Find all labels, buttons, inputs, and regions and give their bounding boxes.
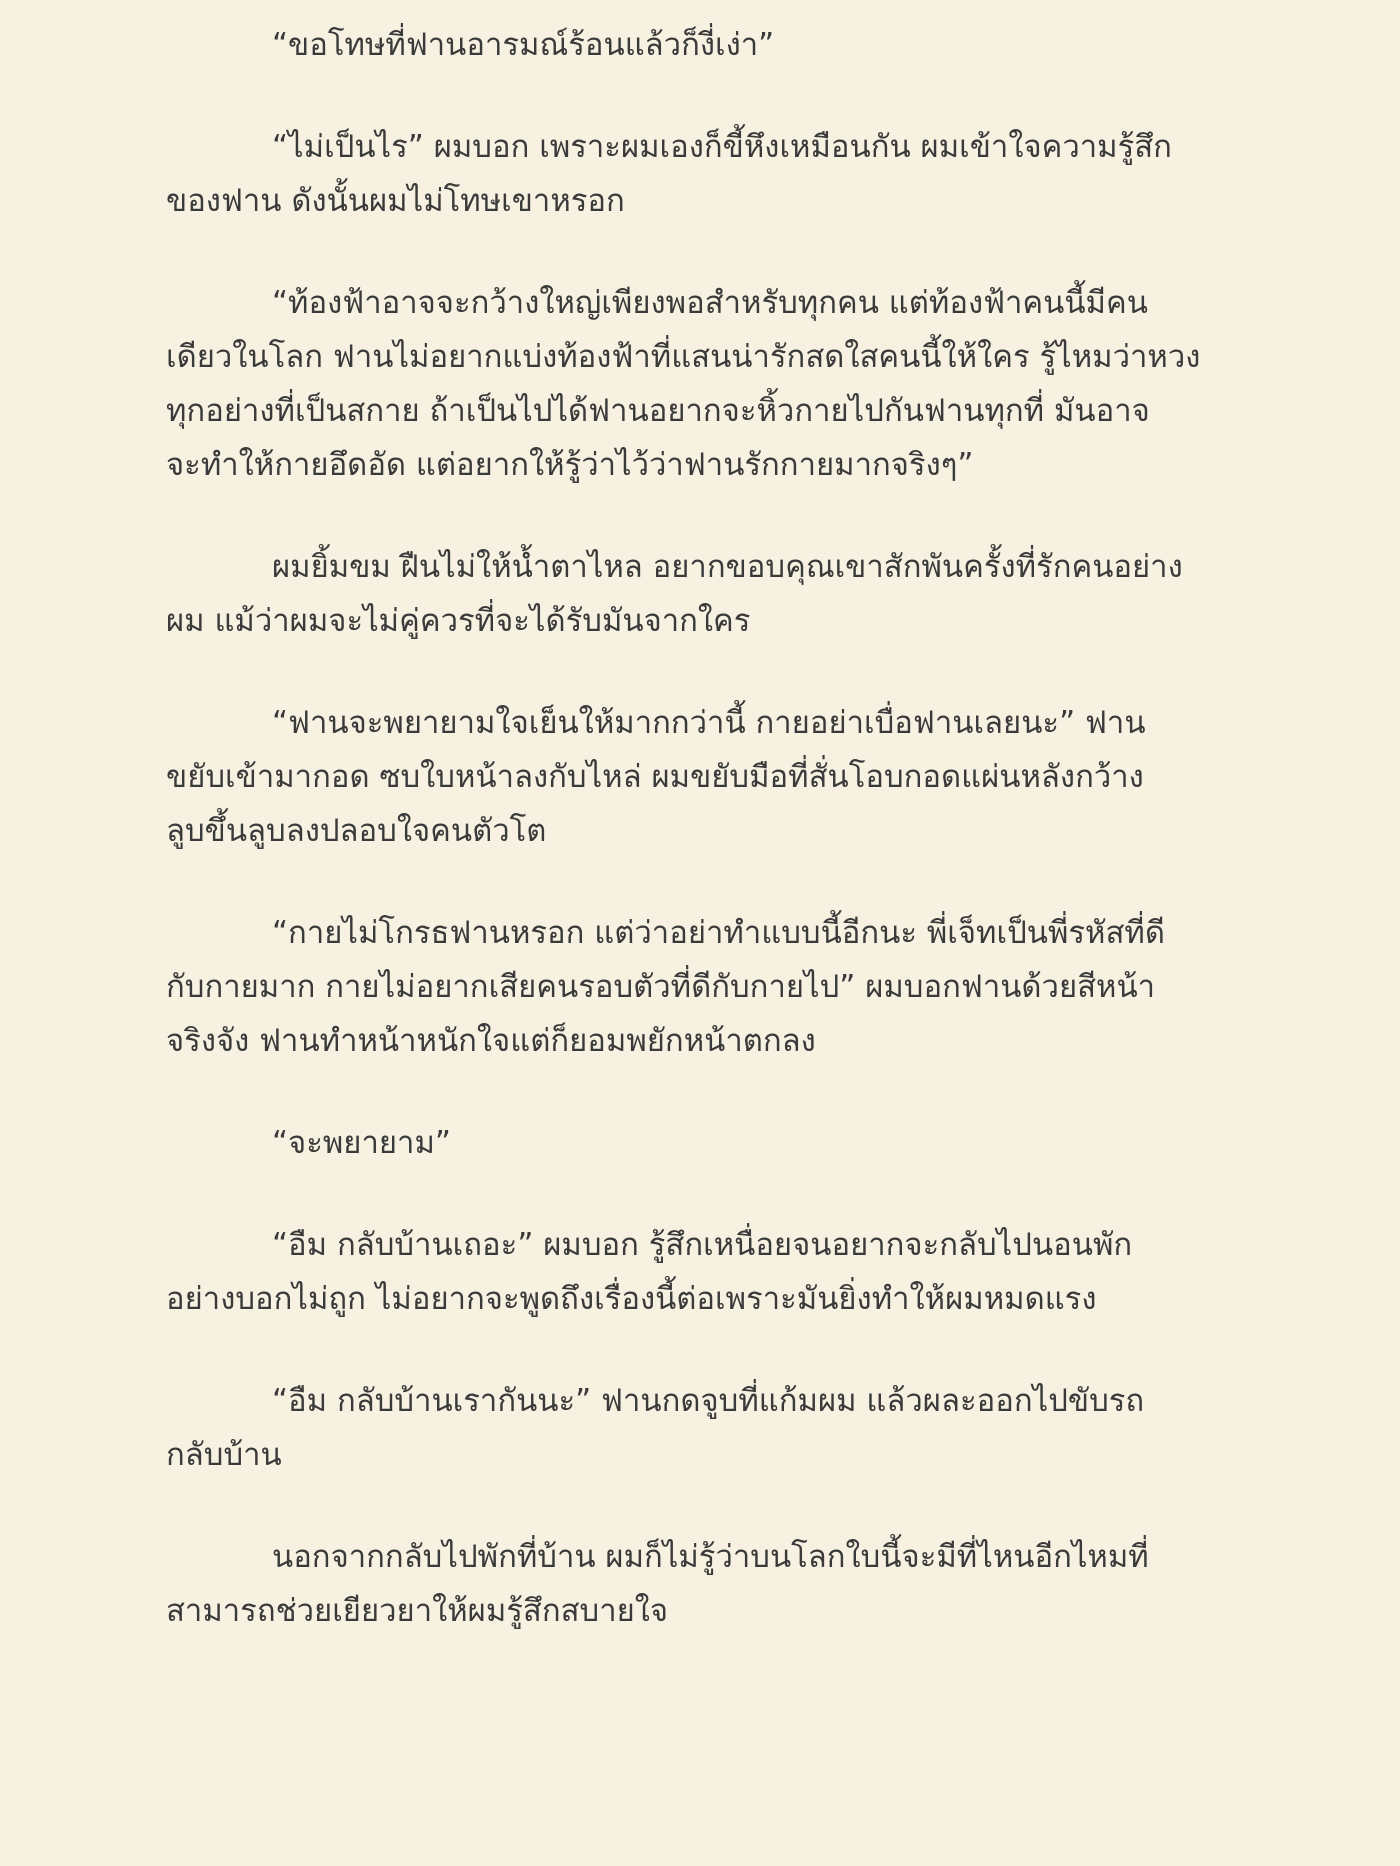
text-line: ของฟาน ดังนั้นผมไม่โทษเขาหรอก	[166, 183, 625, 219]
paragraph	[166, 696, 1236, 858]
text-line: “กายไม่โกรธฟานหรอก แต่ว่าอย่าทำแบบนี้อีกนะ พี่เจ็ทเป็นพี่รหัสที่ดี	[272, 915, 1165, 951]
text-line: ขยับเข้ามากอด ซบใบหน้าลงกับไหล่ ผมขยับมือที่สั่นโอบกอดแผ่นหลังกว้าง	[166, 759, 1144, 795]
document-page	[166, 18, 1236, 1686]
paragraph	[166, 540, 1236, 648]
paragraph	[166, 906, 1236, 1068]
text-line: “ฟานจะพยายามใจเย็นให้มากกว่านี้ กายอย่าเบื่อฟานเลยนะ” ฟาน	[272, 705, 1146, 741]
text-line: สามารถช่วยเยียวยาให้ผมรู้สึกสบายใจ	[166, 1593, 669, 1629]
text-line: ลูบขึ้นลูบลงปลอบใจคนตัวโต	[166, 813, 547, 849]
paragraph	[166, 1218, 1236, 1326]
paragraph	[166, 1374, 1236, 1482]
text-line: “จะพยายาม”	[272, 1125, 451, 1161]
text-line: “อืม กลับบ้านเรากันนะ” ฟานกดจูบที่แก้มผม แล้วผละออกไปขับรถ	[272, 1383, 1145, 1419]
text-line: “ไม่เป็นไร” ผมบอก เพราะผมเองก็ขี้หึงเหมือนกัน ผมเข้าใจความรู้สึก	[272, 129, 1172, 165]
paragraph	[166, 276, 1236, 492]
text-line: ผม แม้ว่าผมจะไม่คู่ควรที่จะได้รับมันจากใคร	[166, 603, 751, 639]
text-line: ผมยิ้มขม ฝืนไม่ให้น้ำตาไหล อยากขอบคุณเขาสักพันครั้งที่รักคนอย่าง	[272, 549, 1183, 585]
text-line: “ท้องฟ้าอาจจะกว้างใหญ่เพียงพอสำหรับทุกคน แต่ท้องฟ้าคนนี้มีคน	[272, 285, 1148, 321]
paragraph	[166, 18, 1236, 72]
paragraph	[166, 120, 1236, 228]
text-line: “อืม กลับบ้านเถอะ” ผมบอก รู้สึกเหนื่อยจนอยากจะกลับไปนอนพัก	[272, 1227, 1133, 1263]
text-line: นอกจากกลับไปพักที่บ้าน ผมก็ไม่รู้ว่าบนโลกใบนี้จะมีที่ไหนอีกไหมที่	[272, 1539, 1149, 1575]
text-line: กลับบ้าน	[166, 1437, 282, 1473]
text-line: จริงจัง ฟานทำหน้าหนักใจแต่ก็ยอมพยักหน้าตกลง	[166, 1023, 816, 1059]
text-line: ทุกอย่างที่เป็นสกาย ถ้าเป็นไปได้ฟานอยากจะหิ้วกายไปกันฟานทุกที่ มันอาจ	[166, 393, 1150, 429]
text-line: จะทำให้กายอึดอัด แต่อยากให้รู้ว่าไว้ว่าฟานรักกายมากจริงๆ”	[166, 447, 974, 483]
paragraph	[166, 1116, 1236, 1170]
text-line: กับกายมาก กายไม่อยากเสียคนรอบตัวที่ดีกับกายไป” ผมบอกฟานด้วยสีหน้า	[166, 969, 1156, 1005]
text-line: “ขอโทษที่ฟานอารมณ์ร้อนแล้วก็งี่เง่า”	[272, 27, 775, 63]
paragraph	[166, 1530, 1236, 1638]
text-line: เดียวในโลก ฟานไม่อยากแบ่งท้องฟ้าที่แสนน่ารักสดใสคนนี้ให้ใคร รู้ไหมว่าหวง	[166, 339, 1201, 375]
text-line: อย่างบอกไม่ถูก ไม่อยากจะพูดถึงเรื่องนี้ต่อเพราะมันยิ่งทำให้ผมหมดแรง	[166, 1281, 1097, 1317]
